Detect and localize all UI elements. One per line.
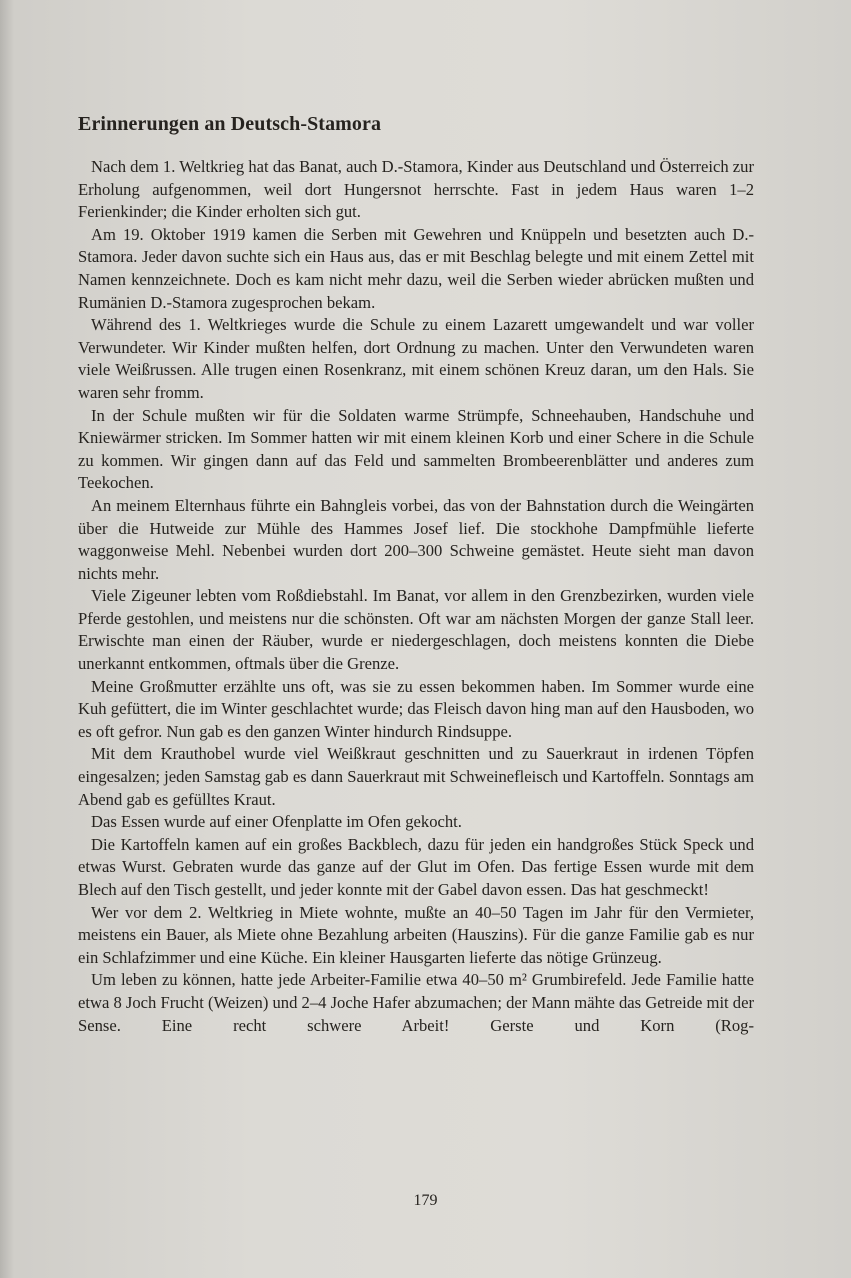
paragraph-1: Nach dem 1. Weltkrieg hat das Banat, auch D.-Stamora, Kinder aus Deutschland und Österreich zur Erholung aufgenommen, weil dort Hungersnot herrschte. Fast in jedem Haus waren 1–2 Ferienkinder; die Kinder erholten sich gut. <box>78 157 754 222</box>
body-text <box>78 156 754 1037</box>
paragraph-12: Um leben zu können, hatte jede Arbeiter-Familie etwa 40–50 m² Grumbirefeld. Jede Familie hatte etwa 8 Joch Frucht (Weizen) und 2–4 Joche Hafer abzumachen; der Mann mähte das Getreide mit der Sense. Eine recht schwere Arbeit! Gerste und Korn (Rog- <box>78 970 754 1035</box>
paragraph-4: In der Schule mußten wir für die Soldaten warme Strümpfe, Schneehauben, Handschuhe und Kniewärmer stricken. Im Sommer hatten wir mit einem kleinen Korb und einer Schere in die Schule zu kommen. Wir gingen dann auf das Feld und sammelten Brombeerenblätter und anderes zum Teekochen. <box>78 405 754 493</box>
paragraph-7: Meine Großmutter erzählte uns oft, was sie zu essen bekommen haben. Im Sommer wurde eine Kuh gefüttert, die im Winter geschlachtet wurde; das Fleisch davon hing man auf den Hausboden, wo es oft gefror. Nun gab es den ganzen Winter hindurch Rindsuppe. <box>78 676 754 741</box>
paragraph-8: Mit dem Krauthobel wurde viel Weißkraut geschnitten und zu Sauerkraut in irdenen Töpfen eingesalzen; jeden Samstag gab es dann Sauerkraut mit Schweinefleisch und Kartoffeln. Sonntags am Abend gab es gefülltes Kraut. <box>78 744 754 809</box>
page-number: 179 <box>413 1192 438 1209</box>
paragraph-5: An meinem Elternhaus führte ein Bahngleis vorbei, das von der Bahnstation durch die Weingärten über die Hutweide zur Mühle des Hammes Josef lief. Die stockhohe Dampfmühle lieferte waggonweise Mehl. Nebenbei wurden dort 200–300 Schweine gemästet. Heute sieht man davon nichts mehr. <box>78 495 754 583</box>
paragraph-2: Am 19. Oktober 1919 kamen die Serben mit Gewehren und Knüppeln und besetzten auch D.-Stamora. Jeder davon suchte sich ein Haus aus, das er mit Beschlag belegte und mit einem Zettel mit Namen kennzeichnete. Doch es kam nicht mehr dazu, weil die Serben wieder abrücken mußten und Rumänien D.-Stamora zugesprochen bekam. <box>78 224 754 312</box>
paragraph-9: Das Essen wurde auf einer Ofenplatte im Ofen gekocht. <box>91 812 462 832</box>
paragraph-11: Wer vor dem 2. Weltkrieg in Miete wohnte, mußte an 40–50 Tagen im Jahr für den Vermieter, meistens ein Bauer, als Miete ohne Bezahlung arbeiten (Hauszins). Für die ganze Familie gab es nur ein Schlafzimmer und eine Küche. Ein kleiner Hausgarten lieferte das nötige Grünzeug. <box>78 902 754 967</box>
paragraph-6: Viele Zigeuner lebten vom Roßdiebstahl. Im Banat, vor allem in den Grenzbezirken, wurden viele Pferde gestohlen, und meistens nur die schönsten. Oft war am nächsten Morgen der ganze Stall leer. Erwischte man einen der Räuber, wurde er niedergeschlagen, doch meistens konnten die Diebe unerkannt entkommen, oftmals über die Grenze. <box>78 586 754 674</box>
paragraph-3: Während des 1. Weltkrieges wurde die Schule zu einem Lazarett umgewandelt und war voller Verwundeter. Wir Kinder mußten helfen, dort Ordnung zu machen. Unter den Verwundeten waren viele Weißrussen. Alle trugen einen Rosenkranz, mit einem schönen Kreuz daran, um den Hals. Sie waren sehr fromm. <box>78 315 754 402</box>
chapter-title: Erinnerungen an Deutsch-Stamora <box>78 113 382 135</box>
paragraph-10: Die Kartoffeln kamen auf ein großes Backblech, dazu für jeden ein handgroßes Stück Speck und etwas Wurst. Gebraten wurde das ganze auf der Glut im Ofen. Das fertige Essen wurde mit dem Blech auf den Tisch gestellt, und jeder konnte mit der Gabel davon essen. Das hat geschmeckt! <box>78 834 754 899</box>
